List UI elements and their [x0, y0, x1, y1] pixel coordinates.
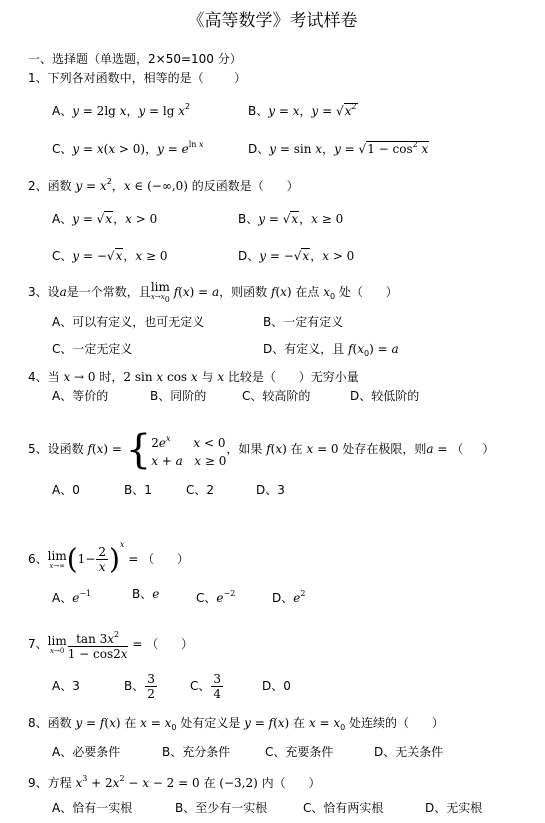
q1-option-b: B、y = x，$y = √x^2$ — [248, 102, 357, 118]
q6-option-d: D、$e^2$ — [272, 589, 306, 605]
q7-option-c: C、 $\frac{3}{4}$ — [190, 672, 222, 701]
q7-option-a: A、3 — [52, 679, 80, 693]
q2-stem: 2、函数 $y = x^2$，x ∈ (−∞,0) 的反函数是（ ） — [28, 177, 299, 193]
q1-option-c: C、y = x(x > 0)，$y = e^{ln x}$ — [52, 140, 204, 156]
q8-option-c: C、充要条件 — [265, 745, 334, 759]
q4-option-c: C、较高阶的 — [242, 389, 311, 403]
q9-stem: 9、方程 $x^3 + 2x^2 - x - 2 = 0$ 在 (−3,2) 内（ ） — [28, 774, 321, 790]
q6-option-a: A、$e^{-1}$ — [52, 589, 92, 605]
q6-stem: 6、lim x→∞ (1− $\frac{2}{x}$ )$^x$ = （ ） — [28, 540, 190, 576]
q8-stem: 8、函数 y = f(x) 在 $x = x_0$ 处有定义是 y = f(x) 在 $x = x_0$ 处连续的（ ） — [28, 716, 444, 732]
q3-stem: 3、设a是一个常数，且lim $x\to x_0$ f(x) = a，则函数 f(x) 在点 $x_0$ 处（ ） — [28, 280, 398, 304]
q2-option-a: A、y = √x，x > 0 — [52, 212, 158, 226]
q9-option-c: C、恰有两实根 — [303, 801, 384, 815]
q9-option-a: A、恰有一实根 — [52, 801, 133, 815]
q5-option-a: A、0 — [52, 483, 80, 497]
q4-option-a: A、等价的 — [52, 389, 109, 403]
q3-option-d: D、有定义，且 $f(x_0) = a$ — [263, 342, 399, 358]
q4-option-b: B、同阶的 — [150, 389, 207, 403]
q9-option-d: D、无实根 — [425, 801, 483, 815]
q2-option-d: D、y = −√x，x > 0 — [238, 249, 355, 263]
q1-stem: 1、下列各对函数中，相等的是（ ） — [28, 71, 247, 85]
q8-option-b: B、充分条件 — [162, 745, 231, 759]
q2-option-b: B、y = √x，x ≥ 0 — [238, 212, 344, 226]
section-heading: 一、选择题（单选题，2×50=100 分） — [28, 52, 242, 66]
q6-option-c: C、$e^{-2}$ — [196, 589, 236, 605]
q7-option-d: D、0 — [262, 679, 291, 693]
q4-stem: 4、当 x → 0 时，2 sin x cos x 与 x 比较是（ ）无穷小量 — [28, 370, 359, 384]
q6-option-b: B、e — [132, 587, 160, 601]
q1-option-a: A、y = 2lg x，$y = \lg x^2$ — [52, 102, 191, 118]
q7-stem: 7、lim x→0 $\frac{\tan 3x^2}{1 - \cos 2x}$ = （ ） — [28, 630, 194, 661]
page-title: 《高等数学》考试样卷 — [187, 11, 358, 31]
q7-option-b: B、 $\frac{3}{2}$ — [124, 672, 155, 701]
q3-option-b: B、一定有定义 — [263, 315, 344, 329]
q1-option-d: D、y = sin x，$y = √1 - \cos^2 x$ — [248, 140, 429, 156]
q4-option-d: D、较低阶的 — [350, 389, 420, 403]
q9-option-b: B、至少有一实根 — [175, 801, 268, 815]
q5-option-d: D、3 — [256, 483, 285, 497]
q5-option-b: B、1 — [124, 483, 152, 497]
q3-option-c: C、一定无定义 — [52, 342, 133, 356]
q8-option-d: D、无关条件 — [374, 745, 444, 759]
q5-stem: 5、设函数 $f(x) = \{2e^x$ x < 0 x + a x ≥ 0，如果 f(x) 在 x = 0 处存在极限，则a = （ ） — [28, 426, 495, 473]
q5-option-c: C、2 — [186, 483, 215, 497]
q8-option-a: A、必要条件 — [52, 745, 121, 759]
q3-option-a: A、可以有定义，也可无定义 — [52, 315, 205, 329]
q2-option-c: C、y = −√x，x ≥ 0 — [52, 249, 168, 263]
